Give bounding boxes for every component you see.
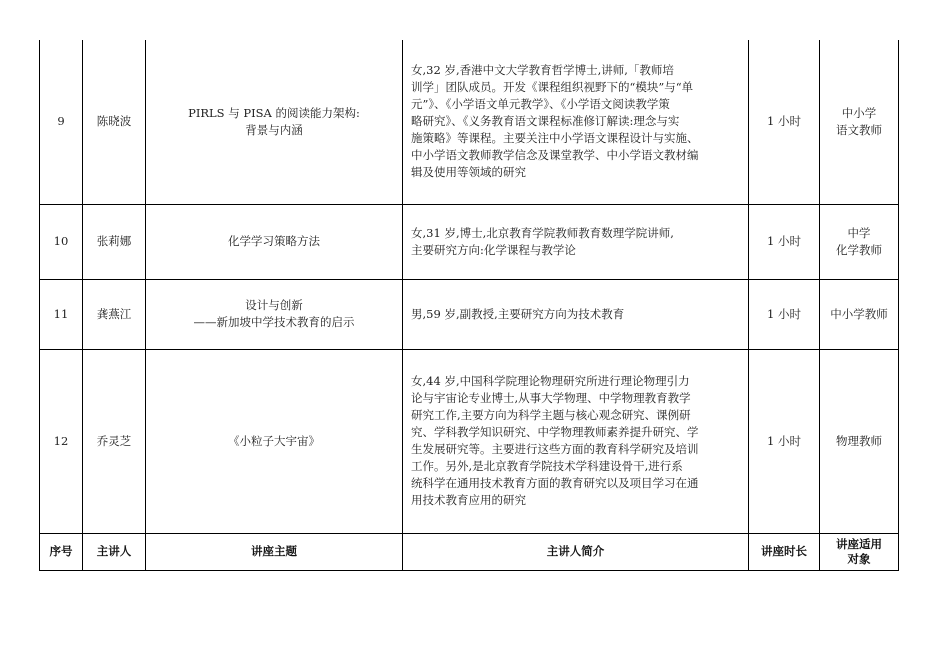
table-row [40, 40, 899, 204]
speaker-bio: 女,31 岁,博士,北京教育学院教师教育数理学院讲师, 主要研究方向:化学课程与教学论 [403, 204, 749, 279]
row-number: 11 [40, 279, 83, 349]
lecture-table [39, 40, 899, 571]
target-audience: 中小学教师 [820, 279, 899, 349]
table-row [40, 279, 899, 349]
row-number: 9 [40, 40, 83, 204]
lecture-topic: 《小粒子大宇宙》 [146, 349, 403, 533]
lecture-topic: 化学学习策略方法 [146, 204, 403, 279]
lecture-topic: 设计与创新 ——新加坡中学技术教育的启示 [146, 279, 403, 349]
header-duration: 讲座时长 [749, 533, 820, 570]
header-topic: 讲座主题 [146, 533, 403, 570]
row-number: 10 [40, 204, 83, 279]
lecture-topic: PIRLS 与 PISA 的阅读能力架构: 背景与内涵 [146, 40, 403, 204]
header-number: 序号 [40, 533, 83, 570]
target-audience: 中小学 语文教师 [820, 40, 899, 204]
table-header-row [40, 533, 899, 570]
speaker-bio: 女,32 岁,香港中文大学教育哲学博士,讲师,「教师培 训学」团队成员。开发《课程组织视野下的“模块”与“单 元”》、《小学语文单元教学》、《小学语文阅读教学策 略研究》、《义务教育语文课程标准修订解读:理念与实 施策略》等课程。主要关注中小学语文课程设计与实施、 中小学语文教师教学信念及课堂教学、中小学语文教材编 辑及使用等领域的研究 [403, 40, 749, 204]
lecture-duration: 1 小时 [749, 40, 820, 204]
speaker-name: 张莉娜 [83, 204, 146, 279]
speaker-bio: 女,44 岁,中国科学院理论物理研究所进行理论物理引力 论与宇宙论专业博士,从事大学物理、中学物理教育教学 研究工作,主要方向为科学主题与核心观念研究、课例研 究、学科教学知识研究、中学物理教师素养提升研究、学 生发展研究等。主要进行这些方面的教育科学研究及培训 工作。另外,是北京教育学院技术学科建设骨干,进行系 统科学在通用技术教育方面的教育研究以及项目学习在通 用技术教育应用的研究 [403, 349, 749, 533]
header-audience: 讲座适用 对象 [820, 533, 899, 570]
header-bio: 主讲人简介 [403, 533, 749, 570]
target-audience: 物理教师 [820, 349, 899, 533]
speaker-name: 陈晓波 [83, 40, 146, 204]
lecture-duration: 1 小时 [749, 279, 820, 349]
speaker-bio: 男,59 岁,副教授,主要研究方向为技术教育 [403, 279, 749, 349]
target-audience: 中学 化学教师 [820, 204, 899, 279]
speaker-name: 乔灵芝 [83, 349, 146, 533]
speaker-name: 龚燕江 [83, 279, 146, 349]
row-number: 12 [40, 349, 83, 533]
header-speaker: 主讲人 [83, 533, 146, 570]
table-row [40, 349, 899, 533]
table-row [40, 204, 899, 279]
lecture-duration: 1 小时 [749, 349, 820, 533]
lecture-duration: 1 小时 [749, 204, 820, 279]
